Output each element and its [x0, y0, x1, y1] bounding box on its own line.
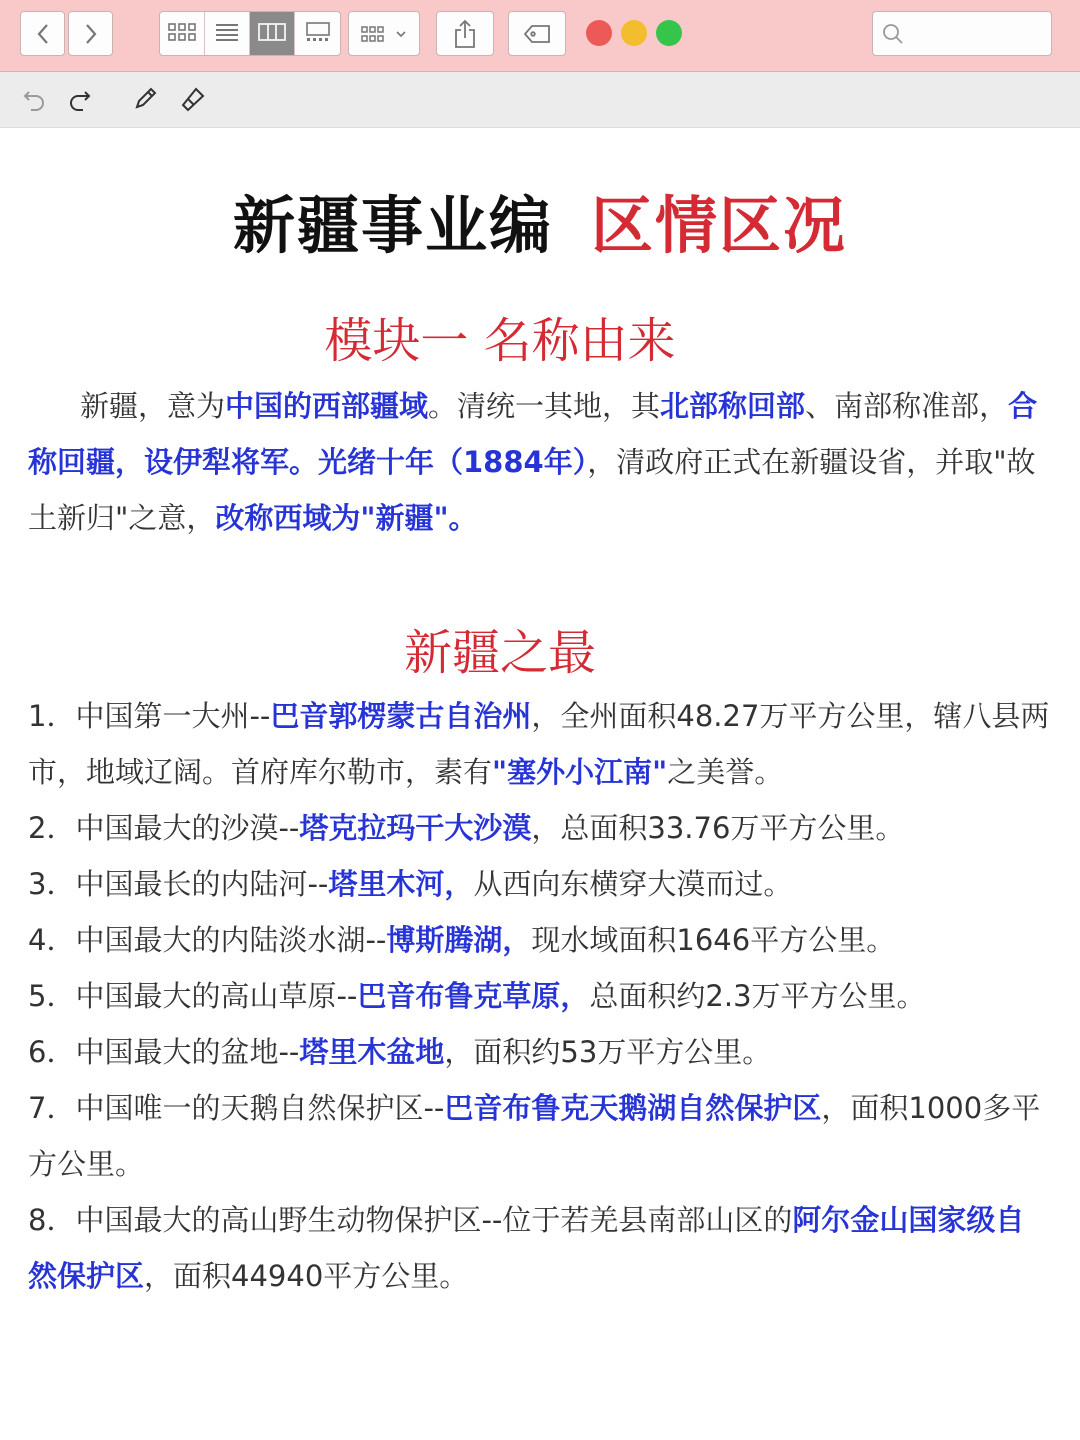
undo-button[interactable]	[20, 86, 50, 116]
body-text: 新疆，意为	[80, 389, 226, 423]
highlighted-text: 中国的西部疆域	[225, 389, 429, 423]
body-text: ，清政府正式在新疆设省，并取"故土新归"之意，	[28, 445, 1036, 535]
share-button[interactable]	[436, 11, 494, 56]
back-button[interactable]	[20, 11, 65, 56]
list-view-button[interactable]	[205, 12, 250, 55]
highlighted-text: 巴音布鲁克天鹅湖自然保护区	[444, 1091, 822, 1125]
superlatives-list	[28, 688, 1052, 1304]
page-title	[0, 176, 1080, 265]
body-text: ，面积约53万平方公里。	[444, 1035, 772, 1069]
body-text: 2．中国最大的沙漠--	[28, 811, 300, 845]
zoom-window-button[interactable]	[656, 20, 682, 46]
body-text: 6．中国最大的盆地--	[28, 1035, 300, 1069]
chevron-right-icon	[81, 22, 101, 46]
body-text: ，面积44940平方公里。	[144, 1259, 469, 1293]
body-text: ，面积1000多平方公里。	[28, 1091, 1041, 1181]
highlighted-text: "塞外小江南"	[492, 755, 668, 789]
body-text: ，总面积33.76万平方公里。	[531, 811, 905, 845]
annotation-toolbar	[0, 72, 1080, 128]
list-item	[28, 688, 1052, 800]
body-text: 、南部称准部，	[805, 389, 1009, 423]
list-item	[28, 1024, 1052, 1080]
forward-button[interactable]	[68, 11, 113, 56]
close-window-button[interactable]	[586, 20, 612, 46]
body-text: 4．中国最大的内陆淡水湖--	[28, 923, 387, 957]
icon-view-button[interactable]	[160, 12, 205, 55]
column-view-button[interactable]	[250, 12, 295, 55]
body-text: 。清统一其地，其	[428, 389, 661, 423]
highlighted-text: 改称西域为"新疆"。	[215, 501, 478, 535]
column-view-icon	[258, 22, 286, 46]
body-text: 3．中国最长的内陆河--	[28, 867, 329, 901]
highlighted-text: 合称回疆，设伊犁将军。光绪十年（1884年）	[28, 389, 1038, 479]
body-text: 总面积约2.3万平方公里。	[589, 979, 926, 1013]
window-toolbar	[0, 0, 1080, 72]
redo-icon	[66, 86, 92, 116]
eraser-icon	[179, 85, 207, 117]
highlighted-text: 博斯腾湖，	[386, 923, 532, 957]
highlighted-text: 北部称回部	[660, 389, 806, 423]
body-text: 5．中国最大的高山草原--	[28, 979, 358, 1013]
highlighted-text: 阿尔金山国家级自然保护区	[28, 1203, 1025, 1293]
page-title-main: 新疆事业编	[232, 189, 553, 262]
list-item	[28, 1080, 1052, 1192]
minimize-window-button[interactable]	[621, 20, 647, 46]
body-text: 从西向东横穿大漠而过。	[473, 867, 793, 901]
list-item	[28, 912, 1052, 968]
icon-grid-icon	[168, 22, 196, 46]
page-title-highlight: 区情区况	[591, 189, 848, 262]
undo-icon	[22, 86, 48, 116]
tag-button[interactable]	[508, 11, 566, 56]
body-text: 现水域面积1646平方公里。	[531, 923, 896, 957]
gallery-view-button[interactable]	[295, 12, 340, 55]
pencil-button[interactable]	[130, 86, 160, 116]
body-text: 1．中国第一大州--	[28, 699, 271, 733]
gallery-view-icon	[304, 21, 332, 47]
share-icon	[453, 19, 477, 49]
highlighted-text: 塔克拉玛干大沙漠	[299, 811, 532, 845]
list-item	[28, 800, 1052, 856]
redo-button[interactable]	[64, 86, 94, 116]
group-by-icon	[361, 24, 391, 44]
search-field[interactable]	[872, 11, 1052, 56]
search-icon	[881, 22, 905, 50]
group-by-button[interactable]	[348, 11, 420, 56]
view-mode-switcher	[159, 11, 341, 56]
highlighted-text: 巴音郭楞蒙古自治州	[270, 699, 532, 733]
chevron-down-icon	[395, 29, 407, 39]
list-item	[28, 1192, 1052, 1304]
document-canvas	[0, 128, 1080, 1440]
search-input[interactable]	[911, 20, 1041, 48]
body-text: ，全州面积48.27万平方公里，辖八县两市，地域辽阔。首府库尔勒市，素有	[28, 699, 1050, 789]
intro-paragraph	[28, 378, 1052, 546]
highlighted-text: 塔里木河，	[328, 867, 474, 901]
tag-icon	[522, 23, 552, 45]
highlighted-text: 塔里木盆地	[299, 1035, 445, 1069]
superlatives-heading: 新疆之最	[403, 625, 596, 681]
body-text: 7．中国唯一的天鹅自然保护区--	[28, 1091, 445, 1125]
list-view-icon	[214, 22, 240, 46]
list-item	[28, 968, 1052, 1024]
chevron-left-icon	[33, 22, 53, 46]
module-heading: 模块一 名称由来	[324, 313, 676, 369]
body-text: 8．中国最大的高山野生动物保护区--位于若羌县南部山区的	[28, 1203, 793, 1237]
highlighted-text: 巴音布鲁克草原，	[357, 979, 590, 1013]
pencil-icon	[131, 85, 159, 117]
eraser-button[interactable]	[178, 86, 208, 116]
list-item	[28, 856, 1052, 912]
body-text: 之美誉。	[667, 755, 784, 789]
